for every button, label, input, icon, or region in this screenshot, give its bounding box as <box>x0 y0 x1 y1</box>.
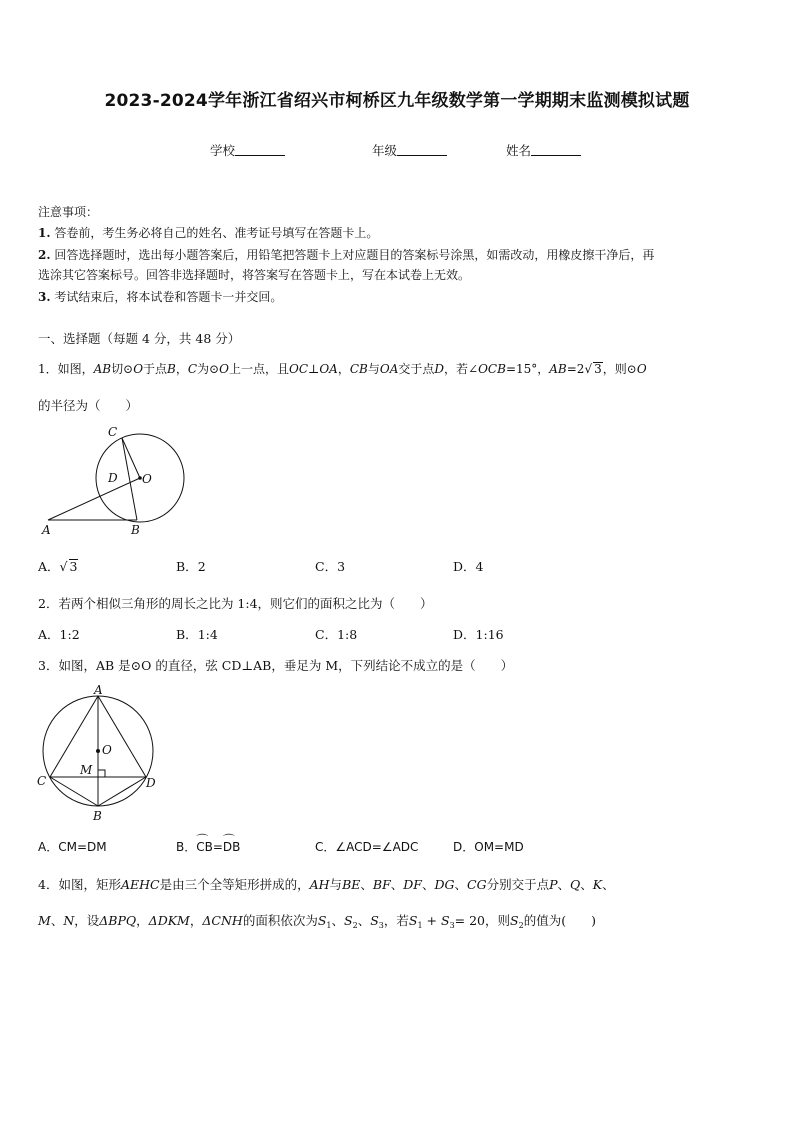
question-4-line1: 4．如图，矩形AEHC是由三个全等矩形拼成的，AH与BE、BF、DF、DG、CG分别交于点P、Q、K、 <box>38 877 615 892</box>
q2-option-b: B．1:4 <box>176 627 218 642</box>
q3-option-c: C．∠ACD=∠ADC <box>315 840 419 854</box>
note-item <box>38 246 654 263</box>
figure-q3 <box>32 682 162 822</box>
page-title: 2023-2024学年浙江省绍兴市柯桥区九年级数学第一学期期末监测模拟试题 <box>104 91 690 111</box>
label-D: D <box>108 471 118 485</box>
q3-option-b: B．⌒ CB=⌒ DB <box>176 838 240 855</box>
name-label: 姓名 <box>506 143 532 158</box>
note-num: 1. <box>38 226 51 240</box>
name-field <box>506 141 581 159</box>
question-2-text: 2．若两个相似三角形的周长之比为 1:4，则它们的面积之比为（ ） <box>38 596 433 611</box>
school-label: 学校 <box>210 143 236 158</box>
q2-option-a: A．1:2 <box>38 627 80 642</box>
label-A: A <box>42 523 51 537</box>
q2-option-d: D．1:16 <box>453 627 504 642</box>
note-num: 3. <box>38 290 51 304</box>
note-item <box>38 224 378 241</box>
label-B: B <box>93 809 102 822</box>
school-field <box>210 141 285 159</box>
label-O: O <box>142 472 152 486</box>
q2-option-c: C．1:8 <box>315 627 358 642</box>
q1-option-c: C．3 <box>315 559 346 574</box>
label-D: D <box>146 776 156 790</box>
q1-option-d: D．4 <box>453 559 484 574</box>
grade-label: 年级 <box>372 143 398 158</box>
notes-heading: 注意事项： <box>38 205 99 219</box>
note-item <box>38 266 470 283</box>
note-num: 2. <box>38 248 51 262</box>
note-text: 答卷前，考生务必将自己的姓名、准考证号填写在答题卡上。 <box>54 226 379 240</box>
label-M: M <box>80 763 93 777</box>
label-C: C <box>108 425 118 439</box>
q3-option-d: D．OM=MD <box>453 840 524 854</box>
q3-option-a: A．CM=DM <box>38 840 107 854</box>
label-C: C <box>37 774 47 788</box>
figure-q1 <box>38 424 188 540</box>
q1-option-b: B．2 <box>176 559 206 574</box>
label-O: O <box>102 743 112 757</box>
grade-field <box>372 141 447 159</box>
question-1-text: 1．如图，AB切⊙O于点B，C为⊙O上一点，且OC⊥OA，CB与OA交于点D，若∠OCB=15°，AB=2√ 3，则⊙O <box>38 362 647 376</box>
question-3-text: 3．如图，AB 是⊙O 的直径，弦 CD⊥AB，垂足为 M，下列结论不成立的是（ ） <box>38 658 514 673</box>
question-4-line2: M、N，设ΔBPQ，ΔDKM，ΔCNH的面积依次为$S_1$、$S_2$、$S_3$，若$S_1 + S_3= 20$，则$S_2$的值为( ) <box>38 913 596 930</box>
label-A: A <box>94 683 103 697</box>
name-blank <box>531 143 581 156</box>
label-B: B <box>131 523 140 537</box>
school-blank <box>235 143 285 156</box>
q1-option-a: A．√ 3 <box>38 559 78 574</box>
grade-blank <box>397 143 447 156</box>
section-heading: 一、选择题（每题 4 分，共 48 分） <box>38 331 241 346</box>
note-text: 回答选择题时，选出每小题答案后，用铅笔把答题卡上对应题目的答案标号涂黑，如需改动，用橡皮擦干净后，再 <box>54 248 655 262</box>
note-text: 考试结束后，将本试卷和答题卡一并交回。 <box>54 290 283 304</box>
note-text: 选涂其它答案标号。回答非选择题时，将答案写在答题卡上，写在本试卷上无效。 <box>38 268 471 282</box>
note-item <box>38 288 282 305</box>
question-1-line2: 的半径为（ ） <box>38 398 139 413</box>
